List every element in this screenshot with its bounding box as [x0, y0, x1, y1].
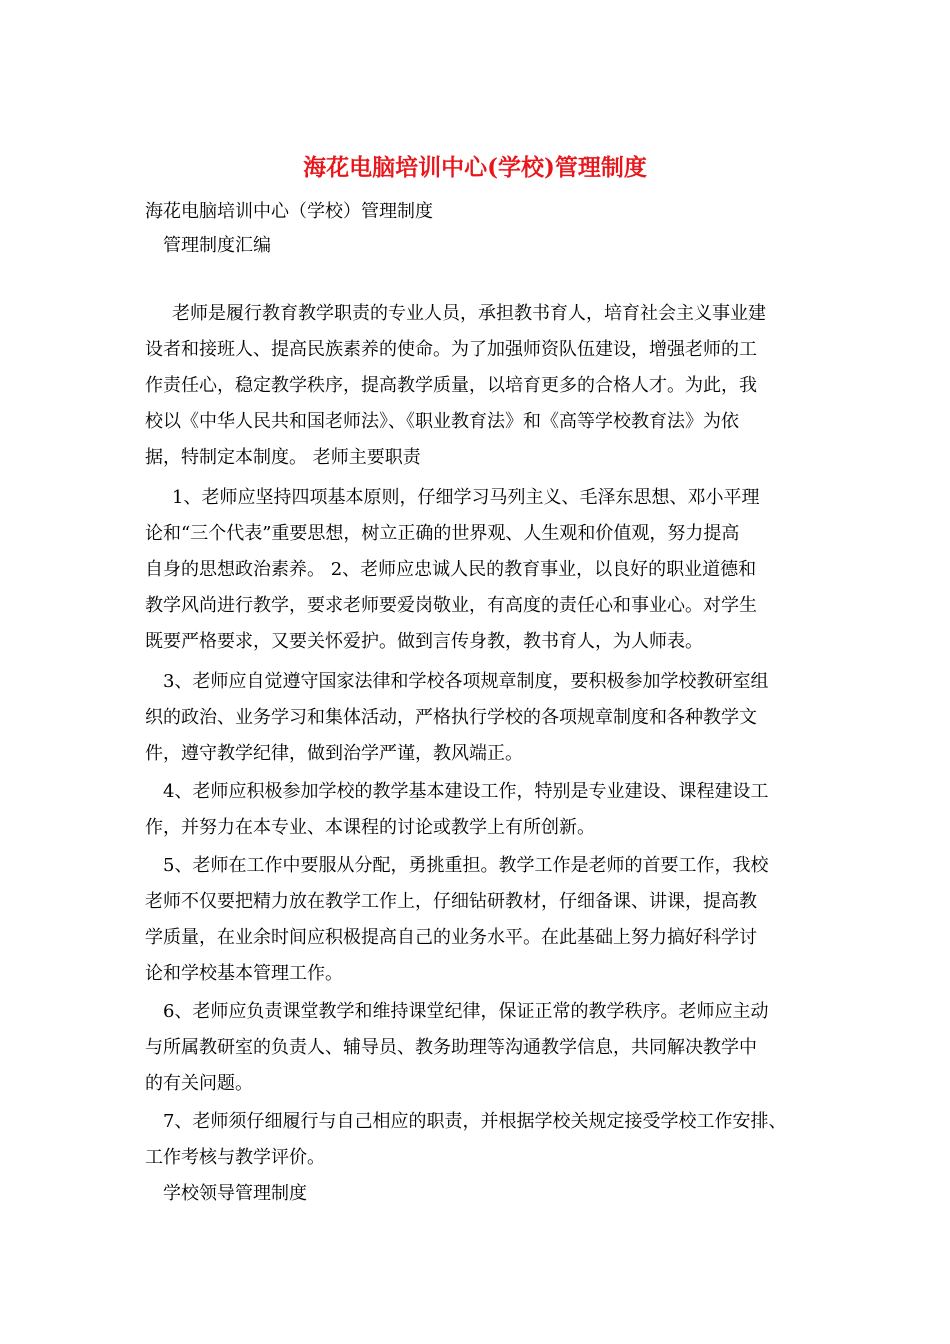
text-line: 作责任心，稳定教学秩序，提高教学质量，以培育更多的合格人才。为此，我: [145, 375, 757, 396]
text-line: 论和“三个代表”重要思想，树立正确的世界观、人生观和价值观，努力提高: [145, 523, 740, 544]
text-line: 的有关问题。: [145, 1073, 253, 1094]
text-line: 工作考核与教学评价。: [145, 1147, 325, 1168]
text-line: 设者和接班人、提高民族素养的使命。为了加强师资队伍建设，增强老师的工: [145, 339, 757, 360]
text-line: 既要严格要求，又要关怀爱护。做到言传身教，教书育人，为人师表。: [145, 631, 703, 652]
text-line: 自身的思想政治素养。 2、老师应忠诚人民的教育事业，以良好的职业道德和: [145, 559, 757, 580]
text-line: 6、老师应负责课堂教学和维持课堂纪律，保证正常的教学秩序。老师应主动: [163, 1001, 769, 1022]
text-line: 作，并努力在本专业、本课程的讨论或教学上有所创新。: [145, 817, 595, 838]
text-line: 4、老师应积极参加学校的教学基本建设工作，特别是专业建设、课程建设工: [163, 781, 769, 802]
text-line: 论和学校基本管理工作。: [145, 963, 343, 984]
text-line: 据，特制定本制度。 老师主要职责: [145, 447, 421, 468]
text-line: 织的政治、业务学习和集体活动，严格执行学校的各项规章制度和各种教学文: [145, 707, 757, 728]
text-line: 件，遵守教学纪律，做到治学严谨，教风端正。: [145, 743, 523, 764]
text-line: 1、老师应坚持四项基本原则，仔细学习马列主义、毛泽东思想、邓小平理: [172, 487, 760, 508]
text-line: 校以《中华人民共和国老师法》、《职业教育法》和《高等学校教育法》为依: [145, 411, 739, 432]
text-line: 老师是履行教育教学职责的专业人员，承担教书育人，培育社会主义事业建: [172, 303, 766, 324]
text-line: 5、老师在工作中要服从分配，勇挑重担。教学工作是老师的首要工作，我校: [163, 855, 769, 876]
text-line: 教学风尚进行教学，要求老师要爱岗敬业，有高度的责任心和事业心。对学生: [145, 595, 757, 616]
text-line: 海花电脑培训中心（学校）管理制度: [145, 201, 433, 222]
text-line: 管理制度汇编: [163, 235, 271, 256]
text-line: 老师不仅要把精力放在教学工作上，仔细钻研教材，仔细备课、讲课，提高教: [145, 891, 757, 912]
text-line: 与所属教研室的负责人、辅导员、教务助理等沟通教学信息，共同解决教学中: [145, 1037, 757, 1058]
document-title: 海花电脑培训中心(学校)管理制度: [303, 154, 647, 181]
text-line: 3、老师应自觉遵守国家法律和学校各项规章制度，要积极参加学校教研室组: [163, 671, 769, 692]
text-line: 学质量，在业余时间应积极提高自己的业务水平。在此基础上努力搞好科学讨: [145, 927, 757, 948]
text-line: 学校领导管理制度: [163, 1183, 307, 1204]
text-line: 7、老师须仔细履行与自己相应的职责，并根据学校关规定接受学校工作安排、: [163, 1111, 787, 1132]
